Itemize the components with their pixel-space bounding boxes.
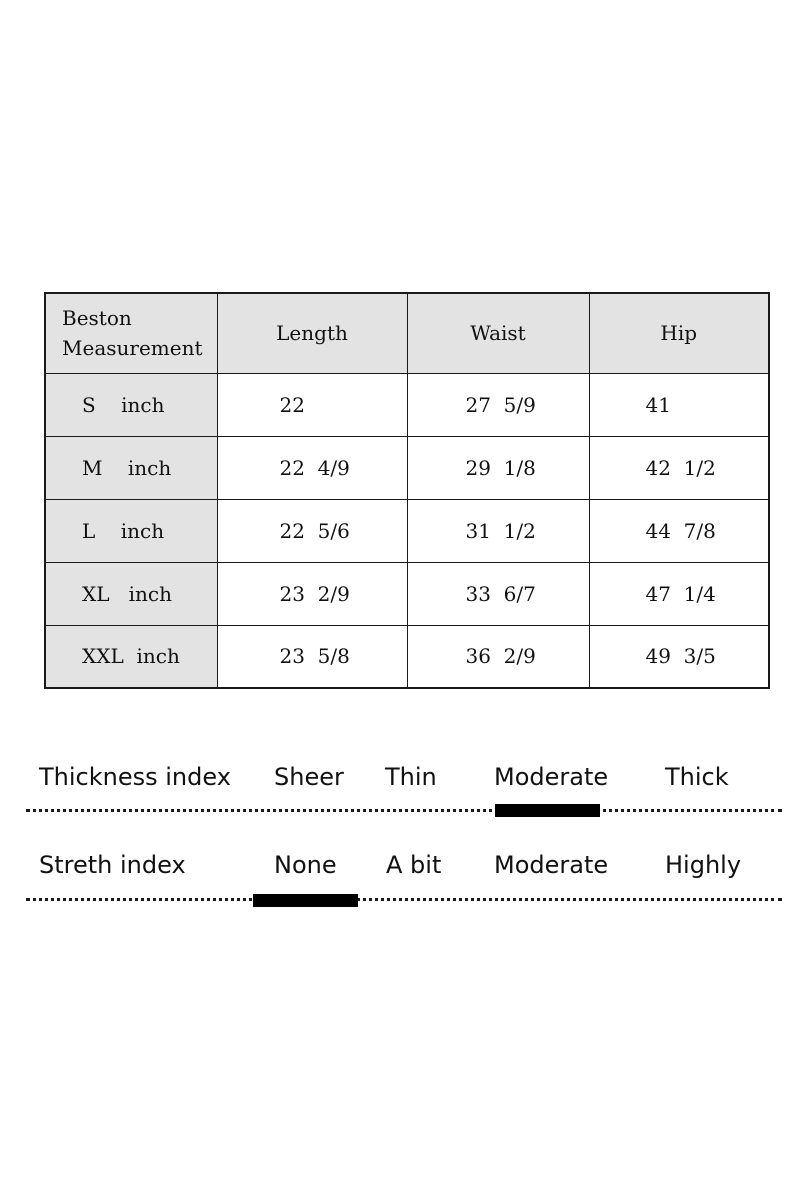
size-chart-table xyxy=(44,292,770,689)
length-value: 22 xyxy=(217,373,407,436)
thickness-option-thin: Thin xyxy=(385,763,437,791)
waist-value: 33 6/7 xyxy=(407,562,589,625)
waist-header: Waist xyxy=(407,293,589,373)
hip-header: Hip xyxy=(589,293,769,373)
waist-value: 36 2/9 xyxy=(407,625,589,688)
header-label-line2: Measurement xyxy=(62,336,203,361)
size-label: XXL inch xyxy=(45,625,217,688)
thickness-option-moderate: Moderate xyxy=(494,763,609,791)
size-label: L inch xyxy=(45,499,217,562)
thickness-index-label: Thickness index xyxy=(39,763,231,791)
table-header-row xyxy=(45,293,769,373)
stretch-index-label: Streth index xyxy=(39,851,186,879)
waist-value: 27 5/9 xyxy=(407,373,589,436)
hip-value: 42 1/2 xyxy=(589,436,769,499)
length-value: 23 5/8 xyxy=(217,625,407,688)
thickness-option-thick: Thick xyxy=(665,763,729,791)
stretch-option-highly: Highly xyxy=(665,851,742,879)
stretch-option-moderate: Moderate xyxy=(494,851,609,879)
table-row xyxy=(45,436,769,499)
table-row xyxy=(45,625,769,688)
measurement-header-cell xyxy=(45,293,217,373)
hip-value: 41 xyxy=(589,373,769,436)
table-row xyxy=(45,562,769,625)
size-label: XL inch xyxy=(45,562,217,625)
waist-value: 31 1/2 xyxy=(407,499,589,562)
length-value: 22 5/6 xyxy=(217,499,407,562)
thickness-option-sheer: Sheer xyxy=(274,763,344,791)
waist-value: 29 1/8 xyxy=(407,436,589,499)
stretch-option-none: None xyxy=(274,851,337,879)
header-label-line1: Beston xyxy=(62,306,132,331)
length-header: Length xyxy=(217,293,407,373)
thickness-dotted-line xyxy=(26,809,782,812)
length-value: 22 4/9 xyxy=(217,436,407,499)
hip-value: 44 7/8 xyxy=(589,499,769,562)
size-label: M inch xyxy=(45,436,217,499)
hip-value: 47 1/4 xyxy=(589,562,769,625)
stretch-level-marker xyxy=(253,894,358,907)
length-value: 23 2/9 xyxy=(217,562,407,625)
stretch-option-a-bit: A bit xyxy=(386,851,442,879)
hip-value: 49 3/5 xyxy=(589,625,769,688)
table-row xyxy=(45,499,769,562)
stretch-dotted-line xyxy=(26,898,782,901)
table-row xyxy=(45,373,769,436)
thickness-level-marker xyxy=(495,804,600,817)
size-label: S inch xyxy=(45,373,217,436)
